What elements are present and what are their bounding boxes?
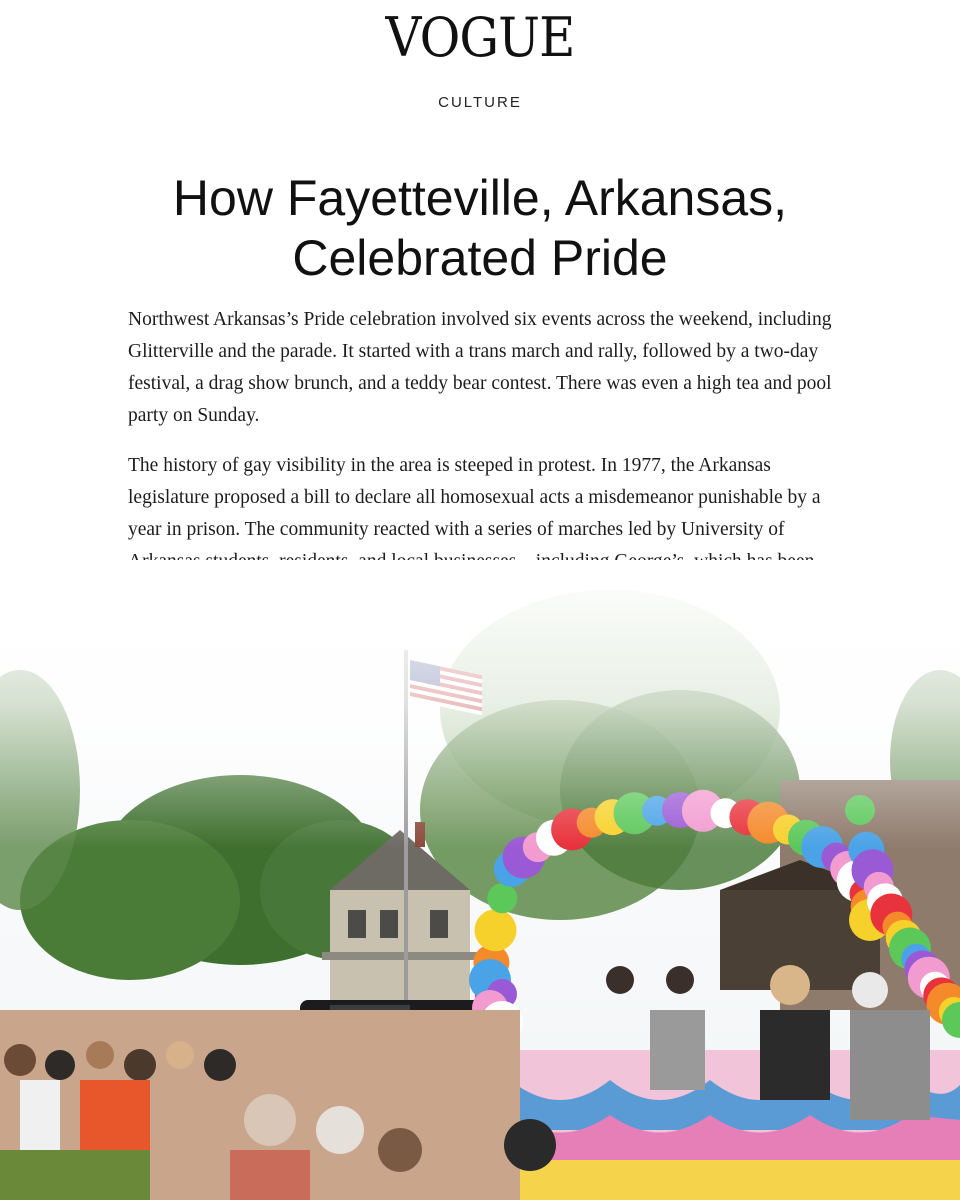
article-headline: How Fayetteville, Arkansas, Celebrated Pride [172, 169, 788, 286]
pride-parade-photo [0, 560, 960, 1200]
paragraph-2: The history of gay visibility in the area is steeped in protest. In 1977, the Arkansas legislature proposed a bill to declare all homosexual acts a misdemeanor punishable by a year in prison. The community reacted with a series of marches led by University of [128, 455, 821, 540]
section-label[interactable]: CULTURE [438, 94, 522, 111]
paragraph-1: Northwest Arkansas’s Pride celebration involved six events across the weekend, including Glitterville and the parade. It started with a trans march and rally, followed by a two-day festival, a drag show brunch, and a teddy bear contest. There was even a high tea and pool party on Sunday. [128, 309, 832, 426]
vogue-logo[interactable]: VOGUE [385, 6, 575, 69]
